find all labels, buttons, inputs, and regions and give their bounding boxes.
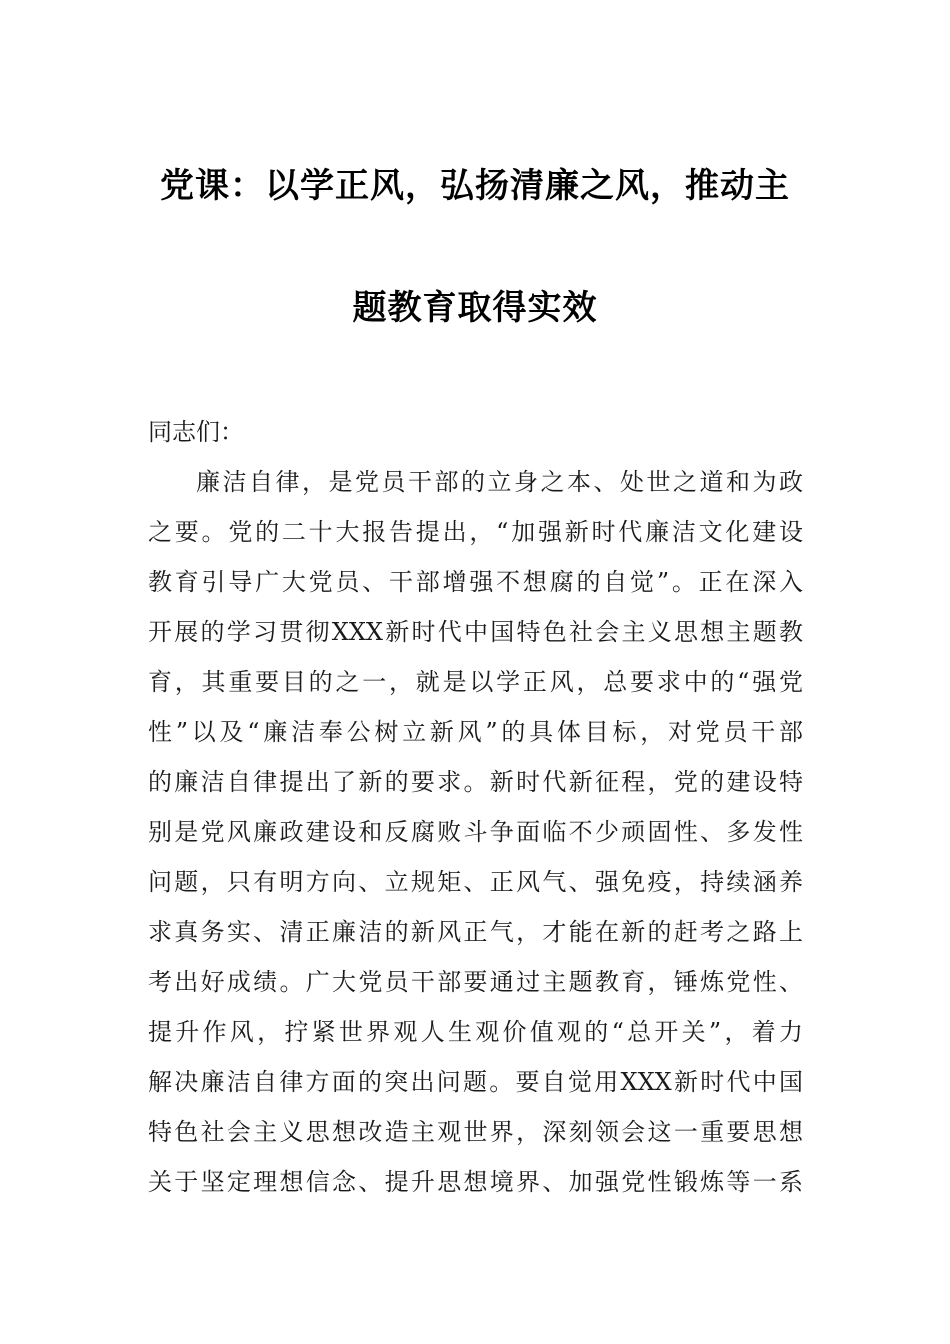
- body-line-11: 考出好成绩。广大党员干部要通过主题教育，锤炼党性、: [148, 968, 803, 996]
- body-line-13: 解决廉洁自律方面的突出问题。要自觉用XXX新时代中国: [148, 1068, 803, 1096]
- body-line-3: 教育引导广大党员、干部增强不想腐的自觉”。正在深入: [148, 568, 803, 596]
- body-line-2: 之要。党的二十大报告提出，“加强新时代廉洁文化建设: [148, 518, 803, 546]
- body-line-1: 廉洁自律，是党员干部的立身之本、处世之道和为政: [196, 468, 803, 496]
- body-line-8: 别是党风廉政建设和反腐败斗争面临不少顽固性、多发性: [148, 818, 803, 846]
- body-line-5: 育，其重要目的之一，就是以学正风，总要求中的“强党: [148, 668, 803, 696]
- body-line-15: 关于坚定理想信念、提升思想境界、加强党性锻炼等一系: [148, 1168, 803, 1196]
- body-line-9: 问题，只有明方向、立规矩、正风气、强免疫，持续涵养: [148, 868, 803, 896]
- document-title-line-2: 题教育取得实效: [352, 288, 598, 328]
- body-line-10: 求真务实、清正廉洁的新风正气，才能在新的赶考之路上: [148, 918, 803, 946]
- salutation: 同志们：: [148, 418, 244, 446]
- body-line-4: 开展的学习贯彻XXX新时代中国特色社会主义思想主题教: [148, 618, 803, 646]
- body-line-7: 的廉洁自律提出了新的要求。新时代新征程，党的建设特: [148, 768, 803, 796]
- body-line-12: 提升作风，拧紧世界观人生观价值观的“总开关”，着力: [148, 1018, 803, 1046]
- body-line-6: 性”以及“廉洁奉公树立新风”的具体目标，对党员干部: [148, 718, 803, 746]
- body-line-14: 特色社会主义思想改造主观世界，深刻领会这一重要思想: [148, 1118, 803, 1146]
- document-title-line-1: 党课：以学正风，弘扬清廉之风，推动主: [160, 166, 790, 206]
